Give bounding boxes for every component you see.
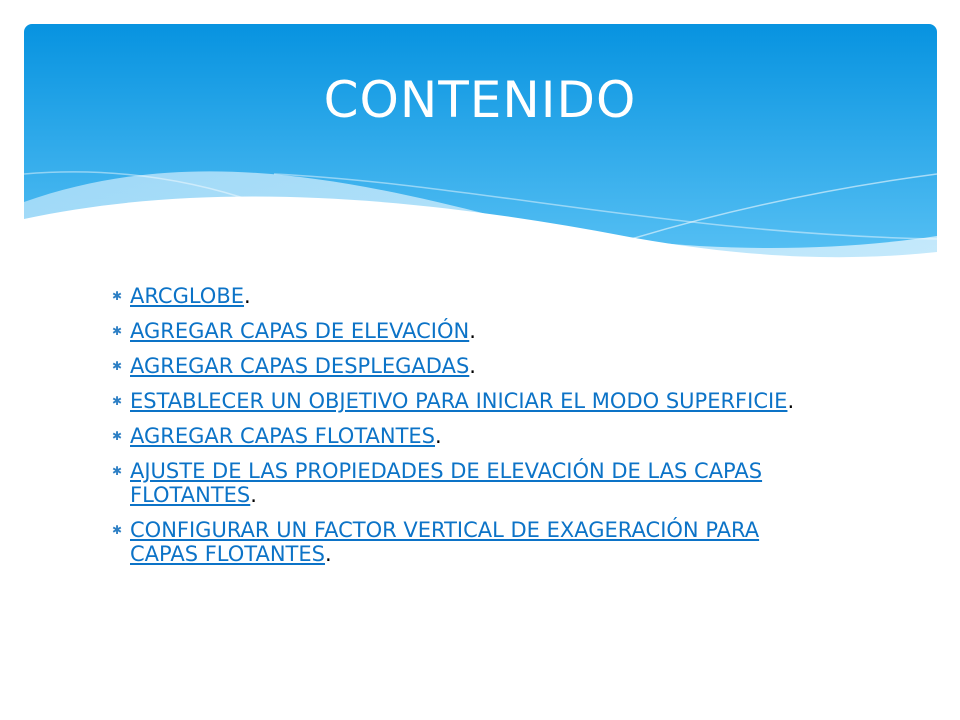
slide-title: CONTENIDO — [323, 71, 637, 129]
wave-graphic — [24, 24, 937, 274]
item-suffix: . — [787, 389, 795, 413]
asterisk-icon: ✱ — [112, 429, 123, 443]
item-suffix: . — [469, 354, 476, 378]
item-suffix: . — [435, 424, 442, 448]
link-configurar-factor[interactable]: CONFIGURAR UN FACTOR VERTICAL DE EXAGERACIÓN PARA CAPAS FLOTANTES — [130, 518, 760, 566]
link-ajuste-propiedades[interactable]: AJUSTE DE LAS PROPIEDADES DE ELEVACIÓN DE LAS CAPAS FLOTANTES — [130, 459, 763, 507]
asterisk-icon: ✱ — [112, 394, 123, 408]
contents-list — [112, 284, 812, 577]
link-agregar-capas-elevacion[interactable]: AGREGAR CAPAS DE ELEVACIÓN — [130, 319, 470, 343]
item-suffix: . — [244, 284, 251, 308]
list-item — [112, 354, 812, 378]
list-item — [112, 424, 812, 448]
asterisk-icon: ✱ — [112, 289, 123, 303]
item-suffix: . — [324, 542, 332, 566]
list-item — [112, 284, 812, 308]
asterisk-icon: ✱ — [112, 324, 123, 338]
item-suffix: . — [250, 483, 257, 507]
list-item — [112, 459, 812, 507]
list-item — [112, 389, 812, 413]
asterisk-icon: ✱ — [112, 359, 123, 373]
asterisk-icon: ✱ — [112, 523, 123, 537]
item-suffix: . — [469, 319, 476, 343]
list-item — [112, 319, 812, 343]
link-agregar-capas-flotantes[interactable]: AGREGAR CAPAS FLOTANTES — [130, 424, 436, 448]
link-establecer-objetivo[interactable]: ESTABLECER UN OBJETIVO PARA INICIAR EL MODO SUPERFICIE — [130, 389, 788, 413]
asterisk-icon: ✱ — [112, 464, 123, 478]
link-agregar-capas-desplegadas[interactable]: AGREGAR CAPAS DESPLEGADAS — [130, 354, 470, 378]
list-item — [112, 518, 812, 566]
header-banner — [24, 24, 937, 274]
link-arcglobe[interactable]: ARCGLOBE — [130, 284, 245, 308]
